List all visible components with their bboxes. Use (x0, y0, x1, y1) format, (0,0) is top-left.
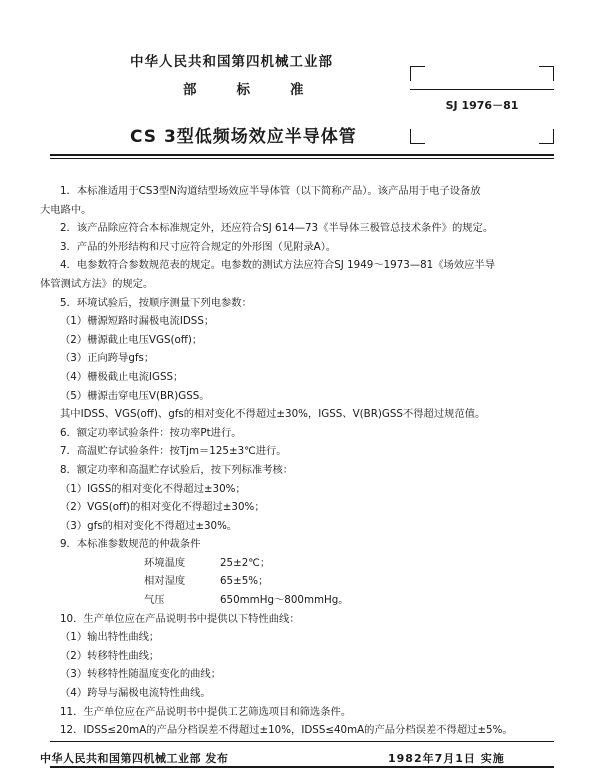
standard-label (183, 78, 344, 98)
title-rule-bottom (50, 158, 554, 159)
clause-line: 8．额定功率和高温贮存试验后，按下列标准考核： (60, 463, 294, 476)
document-title: CS 3型低频场效应半导体管 (130, 127, 357, 147)
clause-line: 体管测试方法》的规定。 (40, 277, 154, 290)
footer-publisher: 中华人民共和国第四机械工业部 发布 (40, 752, 229, 765)
arbitration-conditions-table (144, 554, 349, 610)
issuing-organization: 中华人民共和国第四机械工业部 (130, 54, 333, 70)
standard-label-char: 部 (183, 82, 197, 98)
sub-item: （2）栅源截止电压VGS(off)； (60, 333, 203, 346)
condition-row (144, 554, 349, 573)
clause-line: 2．该产品除应符合本标准规定外，还应符合SJ 614—73《半导体三极管总技术条件》的规定。 (60, 222, 494, 235)
condition-value: 650mmHg～800mmHg。 (220, 594, 349, 607)
clause-line: 其中IDSS、VGS(off)、gfs的相对变化不得超过±30%，IGSS、V(BR)GSS不得超过规范值。 (60, 408, 486, 421)
clause-line: 10．生产单位应在产品说明书中提供以下特性曲线： (60, 612, 300, 625)
footer-rule-top (50, 741, 554, 742)
clause-line: 11．生产单位应在产品说明书中提供工艺筛选项目和筛选条件。 (60, 705, 352, 718)
sub-item: （5）栅源击穿电压V(BR)GSS。 (60, 389, 210, 402)
sub-item: （1）IGSS的相对变化不得超过±30%； (60, 482, 246, 495)
clause-line: 1．本标准适用于CS3型N沟道结型场效应半导体管（以下简称产品）。该产品用于电子设备放 (60, 185, 481, 197)
condition-label: 环境温度 (144, 556, 186, 569)
sub-item: （3）转移特性随温度变化的曲线； (60, 668, 222, 681)
standard-label-char: 标 (236, 82, 250, 98)
sub-item: （4）栅极截止电流IGSS； (60, 370, 184, 383)
title-rule-top (50, 154, 554, 156)
sub-item: （3）正向跨导gfs； (60, 352, 155, 365)
sub-item: （1）栅源短路时漏极电流IDSS； (60, 315, 215, 328)
clause-line: 5．环境试验后，按顺序测量下列电参数： (60, 296, 252, 309)
sub-item: （1）输出特性曲线； (60, 631, 160, 644)
clause-line: 4．电参数符合参数规范表的规定。电参数的测试方法应符合SJ 1949～1973—81《场效应半导 (60, 259, 496, 272)
condition-row (144, 572, 349, 591)
condition-label: 相对湿度 (144, 575, 186, 588)
standard-number-box (410, 66, 554, 144)
sub-item: （2）VGS(off)的相对变化不得超过±30%； (60, 501, 265, 514)
condition-label: 气压 (144, 594, 165, 607)
standard-number: SJ 1976－81 (445, 99, 519, 112)
condition-value: 65±5%； (220, 575, 269, 588)
clause-line: 6．额定功率试验条件：按功率Pt进行。 (60, 426, 242, 439)
sub-item: （2）转移特性曲线； (60, 649, 160, 662)
condition-row (144, 591, 349, 610)
standard-label-char: 准 (290, 82, 304, 98)
document-body (40, 182, 570, 740)
clause-line: 9．本标准参数规范的仲裁条件 (60, 538, 201, 551)
footer-effective-date: 1982年7月1日 实施 (388, 752, 505, 765)
clause-line: 12．IDSS≤20mA的产品分档误差不得超过±10%，IDSS≤40mA的产品分档误差不得超过±5%。 (60, 724, 513, 737)
footer-rule-bottom (50, 766, 554, 768)
condition-value: 25±2℃； (220, 556, 271, 569)
clause-line: 7．高温贮存试验条件：按Tjm＝125±3℃进行。 (60, 445, 287, 458)
sub-item: （3）gfs的相对变化不得超过±30%。 (60, 519, 238, 532)
sub-item: （4）跨导与漏极电流特性曲线。 (60, 687, 211, 700)
clause-line: 3．产品的外形结构和尺寸应符合规定的外形图（见附录A）。 (60, 240, 337, 253)
clause-line: 大电路中。 (40, 203, 92, 216)
